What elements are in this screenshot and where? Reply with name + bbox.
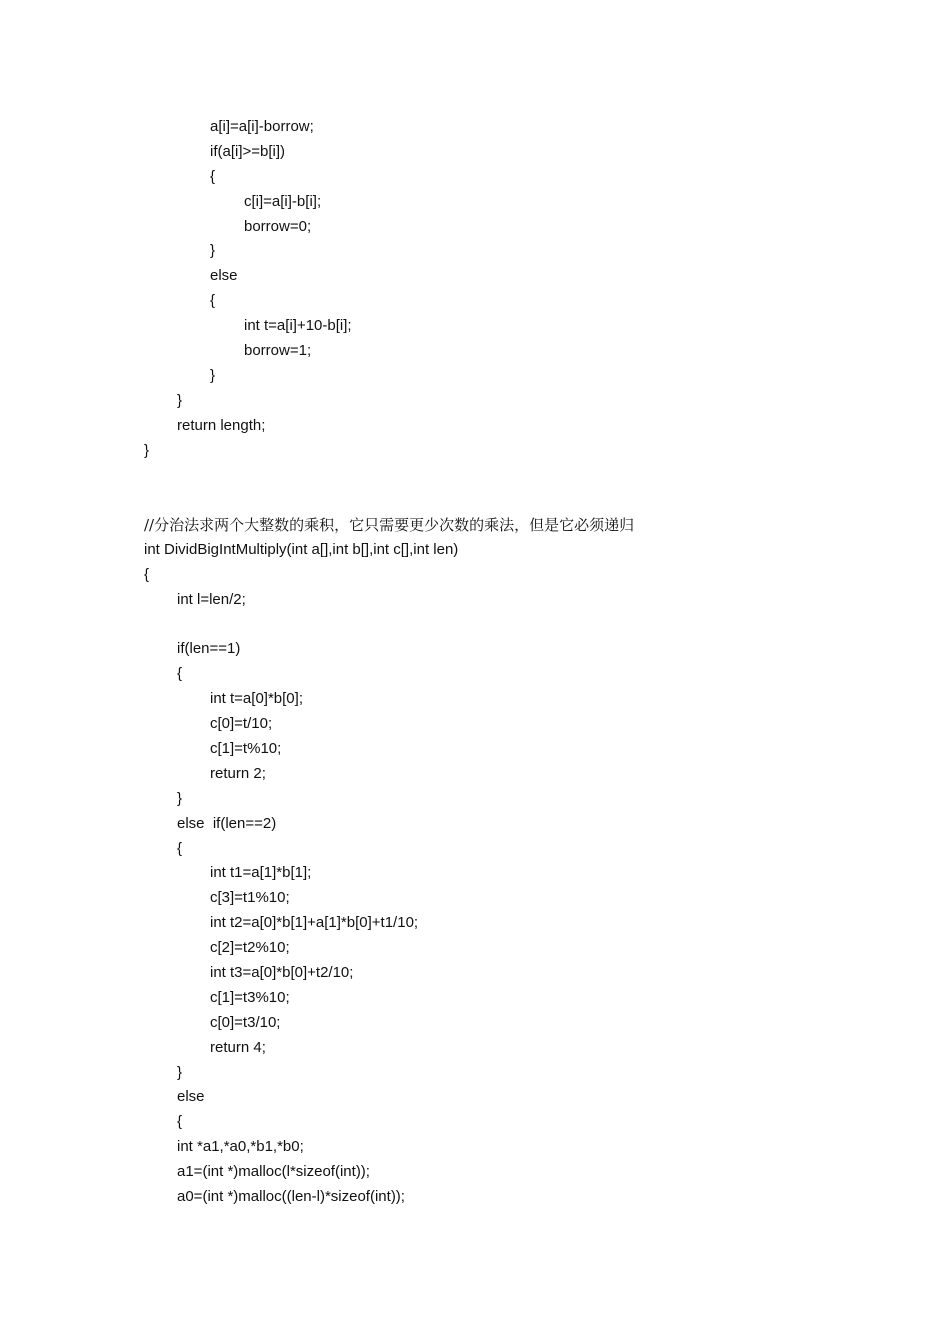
code-line: borrow=1;: [244, 342, 312, 360]
code-line: a[i]=a[i]-borrow;: [210, 118, 314, 135]
code-line: c[i]=a[i]-b[i];: [244, 192, 322, 210]
code-line: a1=(int *)malloc(l*sizeof(int));: [177, 1163, 370, 1181]
code-comment: //分治法求两个大整数的乘积，它只需要更少次数的乘法，但是它必须递归: [144, 516, 635, 534]
blank-line: [144, 613, 844, 638]
code-line: }: [177, 789, 183, 807]
code-line: int l=len/2;: [177, 590, 246, 608]
code-line: {: [177, 839, 183, 857]
code-line: c[0]=t/10;: [210, 715, 273, 733]
code-line: else: [210, 267, 238, 285]
code-block-subtraction: [144, 115, 844, 463]
code-line: return 2;: [210, 764, 266, 782]
code-line: else if(len==2): [177, 814, 277, 832]
code-line: if(len==1): [177, 640, 241, 658]
code-line: c[3]=t1%10;: [210, 889, 290, 907]
code-line: return 4;: [210, 1038, 266, 1056]
code-line: }: [210, 242, 216, 260]
code-line: {: [177, 1113, 183, 1131]
code-line: if(a[i]>=b[i]): [210, 142, 286, 160]
code-line: }: [177, 391, 183, 409]
code-line: int t2=a[0]*b[1]+a[1]*b[0]+t1/10;: [210, 914, 419, 932]
code-line: int *a1,*a0,*b1,*b0;: [177, 1138, 304, 1156]
code-line: }: [177, 1063, 183, 1081]
code-line: {: [210, 292, 216, 310]
code-line: }: [210, 366, 216, 384]
code-line: }: [144, 441, 150, 459]
code-line: c[2]=t2%10;: [210, 939, 290, 957]
code-line: {: [210, 167, 216, 185]
code-line: c[1]=t3%10;: [210, 988, 290, 1006]
code-block-multiply: [144, 513, 844, 1210]
code-line: int t=a[0]*b[0];: [210, 690, 303, 708]
code-line: {: [177, 665, 183, 683]
code-line: int t1=a[1]*b[1];: [210, 864, 312, 882]
code-line: {: [144, 565, 150, 583]
function-signature: int DividBigIntMultiply(int a[],int b[],int c[],int len): [144, 540, 459, 558]
code-line: int t3=a[0]*b[0]+t2/10;: [210, 964, 354, 982]
code-line: return length;: [177, 416, 266, 434]
code-line: c[0]=t3/10;: [210, 1013, 281, 1031]
code-line: int t=a[i]+10-b[i];: [244, 317, 352, 335]
code-line: borrow=0;: [244, 217, 312, 235]
code-line: a0=(int *)malloc((len-l)*sizeof(int));: [177, 1188, 405, 1206]
code-line: else: [177, 1088, 205, 1106]
code-line: c[1]=t%10;: [210, 740, 282, 758]
